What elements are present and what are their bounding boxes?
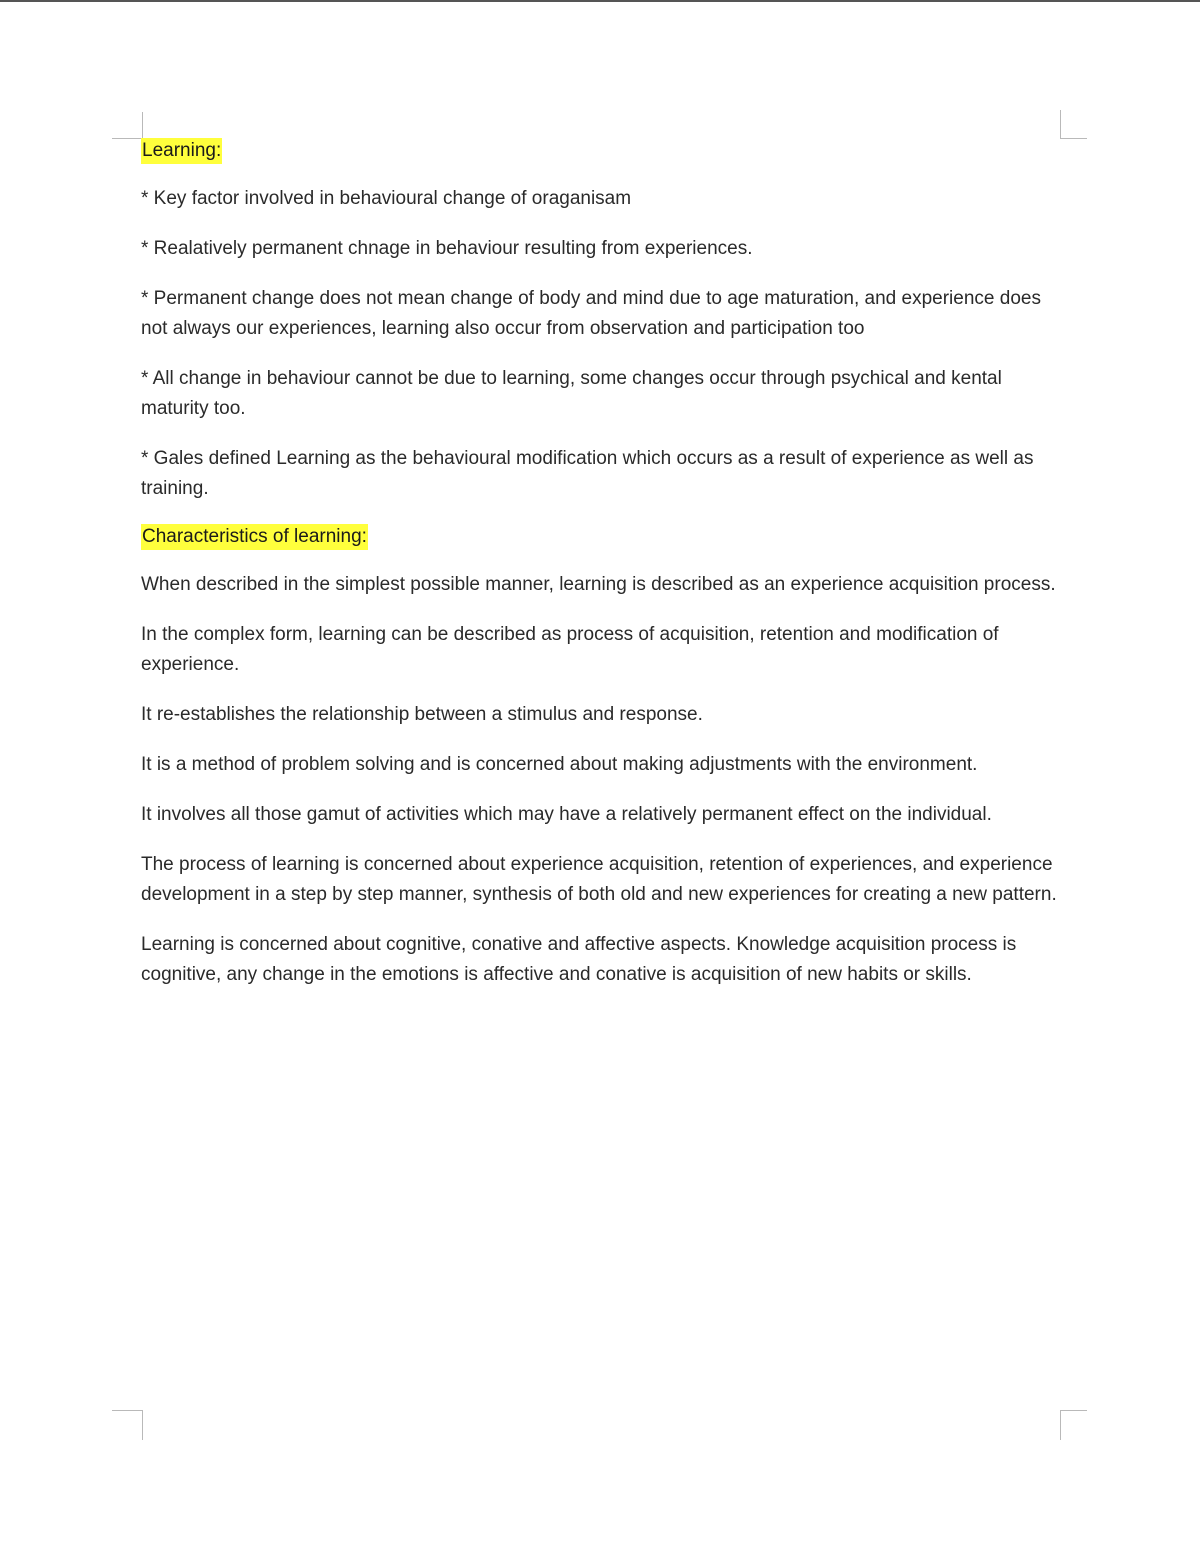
- paragraph: When described in the simplest possible manner, learning is described as an experience acquisition process.: [141, 574, 1056, 595]
- document-body: [141, 138, 1066, 990]
- crop-mark-top-left: [142, 112, 143, 139]
- crop-mark-bottom-left: [112, 1410, 142, 1411]
- paragraph: The process of learning is concerned about experience acquisition, retention of experiences, and experience development in a step by step manner, synthesis of both old and new experiences for creating a new pattern.: [141, 854, 1057, 905]
- paragraph: Learning is concerned about cognitive, conative and affective aspects. Knowledge acquisition process is cognitive, any change in the emotions is affective and conative is acquisition of new habits or skills.: [141, 934, 1017, 985]
- crop-mark-top-left: [112, 138, 142, 139]
- bullet-item: * Realatively permanent chnage in behaviour resulting from experiences.: [141, 238, 753, 259]
- paragraph: In the complex form, learning can be described as process of acquisition, retention and modification of experience.: [141, 624, 999, 675]
- crop-mark-bottom-right: [1060, 1410, 1061, 1440]
- bullet-item: * Gales defined Learning as the behavioural modification which occurs as a result of experience as well as training.: [141, 448, 1034, 499]
- bullet-item: * Permanent change does not mean change of body and mind due to age maturation, and experience does not always our experiences, learning also occur from observation and participation too: [141, 288, 1041, 339]
- paragraph: It re-establishes the relationship between a stimulus and response.: [141, 704, 703, 725]
- heading-characteristics: Characteristics of learning:: [141, 524, 368, 550]
- crop-mark-bottom-right: [1060, 1410, 1087, 1411]
- bullet-item: * All change in behaviour cannot be due to learning, some changes occur through psychical and kental maturity too.: [141, 368, 1002, 419]
- crop-mark-top-right: [1060, 110, 1061, 139]
- paragraph: It involves all those gamut of activities which may have a relatively permanent effect on the individual.: [141, 804, 992, 825]
- top-border: [0, 0, 1200, 2]
- crop-mark-bottom-left: [142, 1410, 143, 1440]
- paragraph: It is a method of problem solving and is concerned about making adjustments with the environment.: [141, 754, 978, 775]
- heading-learning: Learning:: [141, 138, 222, 164]
- bullet-item: * Key factor involved in behavioural change of oraganisam: [141, 188, 632, 209]
